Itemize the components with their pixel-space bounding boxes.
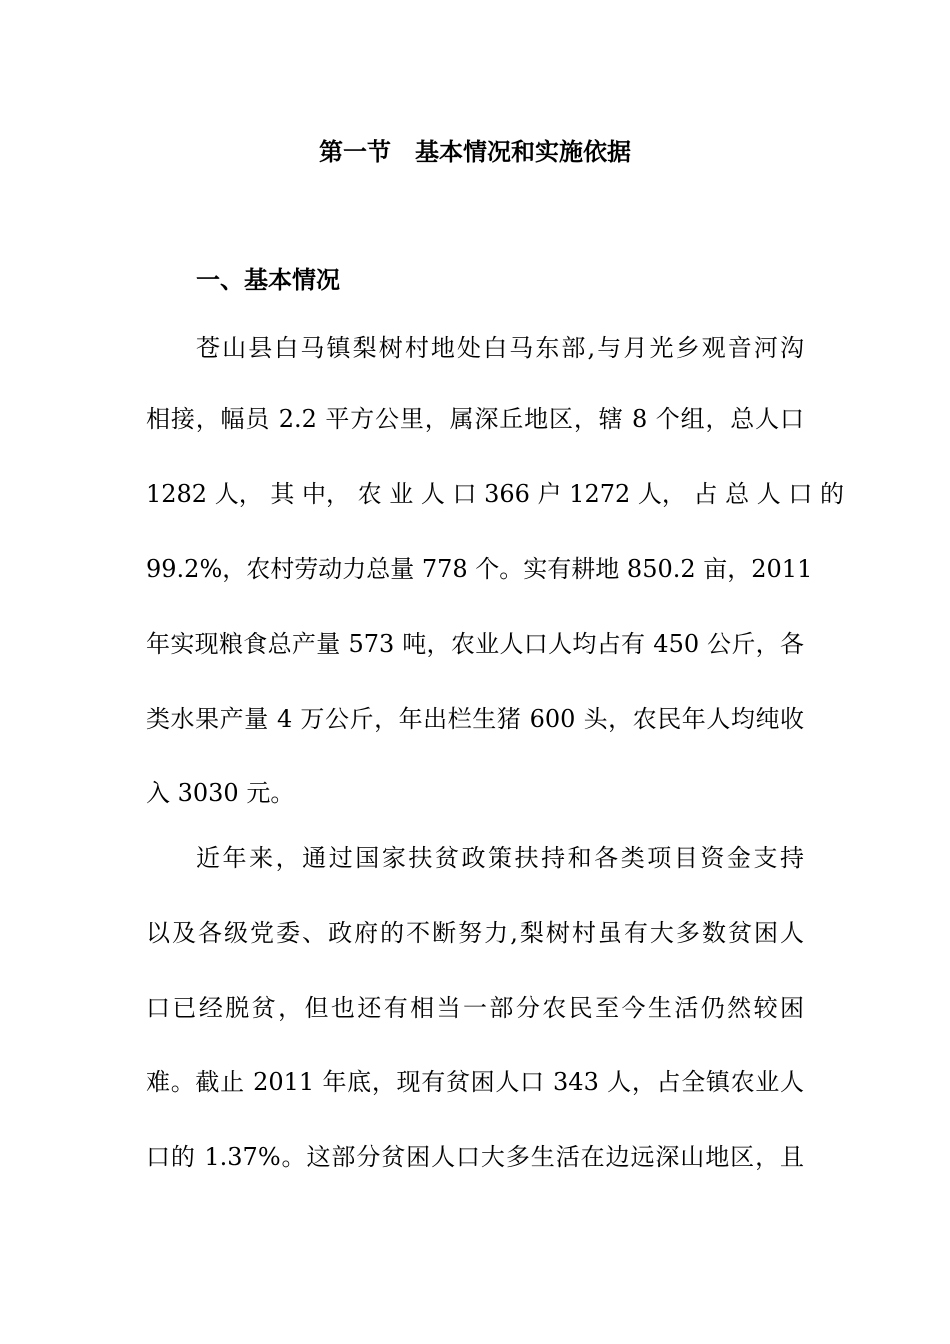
paragraph-line: 入 3030 元。: [146, 779, 295, 807]
section-title: 第一节 基本情况和实施依据: [319, 138, 631, 166]
paragraph-line: 苍山县白马镇梨树村地处白马东部,与月光乡观音河沟: [196, 334, 804, 362]
paragraph-line: 口的 1.37%。这部分贫困人口大多生活在边远深山地区，且: [146, 1143, 804, 1171]
paragraph-line: 1282 人， 其 中， 农 业 人 口 366 户 1272 人， 占 总 人 口 的: [146, 480, 845, 508]
paragraph-line: 难。截止 2011 年底，现有贫困人口 343 人，占全镇农业人: [146, 1068, 804, 1096]
paragraph-line: 口已经脱贫，但也还有相当一部分农民至今生活仍然较困: [146, 994, 804, 1022]
paragraph-line: 类水果产量 4 万公斤，年出栏生猪 600 头，农民年人均纯收: [146, 705, 804, 733]
paragraph-line: 以及各级党委、政府的不断努力,梨树村虽有大多数贫困人: [146, 919, 804, 947]
paragraph-line: 近年来，通过国家扶贫政策扶持和各类项目资金支持: [196, 844, 804, 872]
subheading-basic-info: 一、基本情况: [196, 266, 340, 294]
paragraph-line: 年实现粮食总产量 573 吨，农业人口人均占有 450 公斤，各: [146, 630, 804, 658]
paragraph-line: 相接，幅员 2.2 平方公里，属深丘地区，辖 8 个组，总人口: [146, 405, 804, 433]
paragraph-line: 99.2%，农村劳动力总量 778 个。实有耕地 850.2 亩，2011: [146, 555, 813, 583]
